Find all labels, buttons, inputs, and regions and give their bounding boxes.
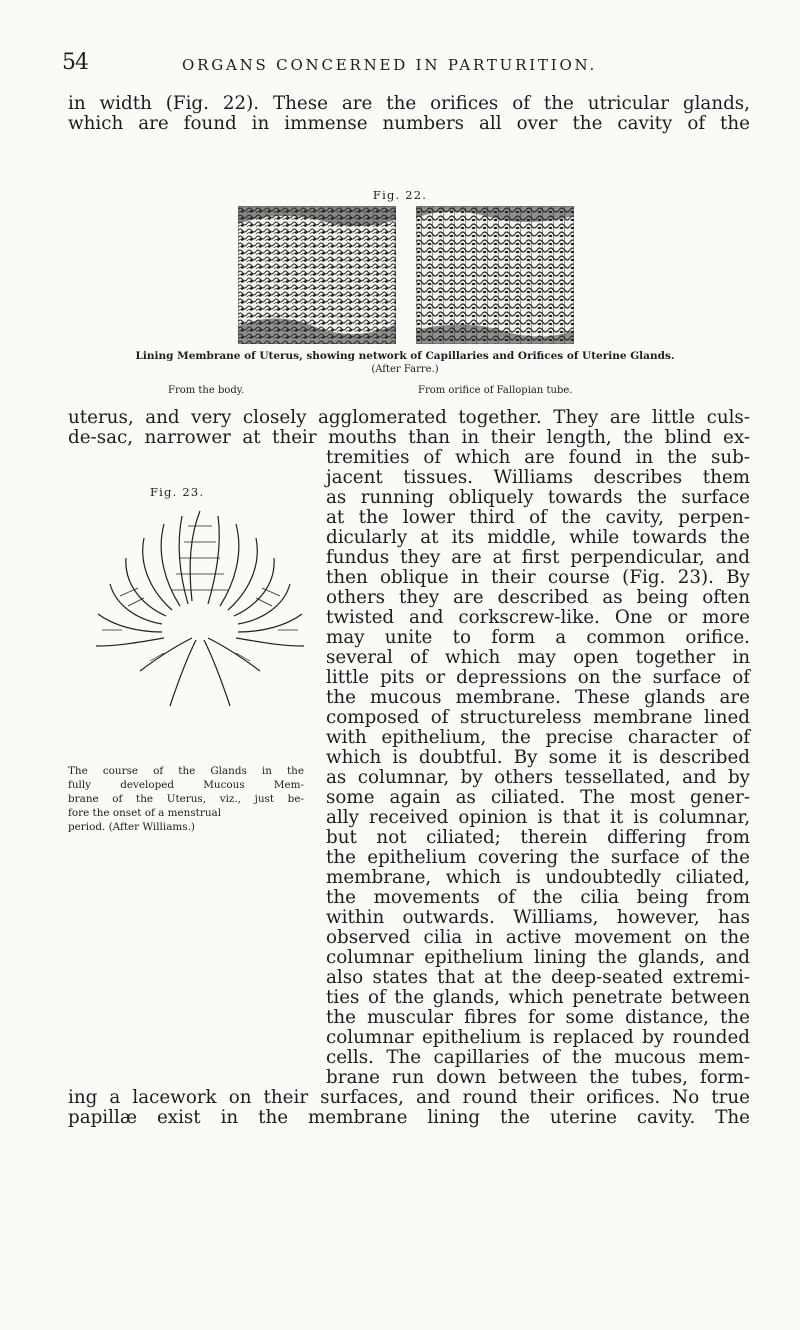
- column-line: composed of structureless membrane lined: [326, 707, 750, 728]
- figure-23-title: Fig. 23.: [150, 485, 205, 499]
- column-line: then oblique in their course (Fig. 23). By: [326, 567, 750, 588]
- column-line: with epithelium, the precise character of: [326, 727, 750, 748]
- column-line: as running obliquely towards the surface: [326, 487, 750, 508]
- figure-22-title: Fig. 22.: [372, 188, 428, 202]
- column-line: the muscular fibres for some distance, the: [326, 1007, 750, 1028]
- figure-23-caption-line: fore the onset of a menstrual: [68, 807, 222, 819]
- body-line: papillæ exist in the membrane lining the uterine cavity. The: [68, 1107, 750, 1128]
- column-line: membrane, which is undoubtedly ciliated,: [326, 867, 750, 888]
- figure-23-caption-line: period. (After Williams.): [68, 821, 195, 833]
- column-line: some again as ciliated. The most gener-: [326, 787, 750, 808]
- column-line: observed cilia in active movement on the: [326, 927, 750, 948]
- column-line: which is doubtful. By some it is described: [326, 747, 750, 768]
- body-line: de-sac, narrower at their mouths than in their length, the blind ex-: [68, 427, 750, 448]
- figure-22-label-right: From orifice of Fallopian tube.: [418, 385, 573, 396]
- figure-22-label-left: From the body.: [168, 385, 245, 396]
- column-line: twisted and corkscrew-like. One or more: [326, 607, 750, 628]
- figure-22-left-engraving: [238, 206, 396, 344]
- column-line: little pits or depressions on the surface of: [326, 667, 750, 688]
- figure-23-caption-line: brane of the Uterus, viz., just be-: [68, 793, 304, 805]
- column-line: also states that at the deep-seated extremi-: [326, 967, 750, 988]
- figure-22-caption: Lining Membrane of Uterus, showing network of Capillaries and Orifices of Uterine Glands.: [135, 350, 675, 362]
- column-line: the mucous membrane. These glands are: [326, 687, 750, 708]
- intro-line: which are found in immense numbers all over the cavity of the: [68, 113, 750, 134]
- column-line: ties of the glands, which penetrate between: [326, 987, 750, 1008]
- column-line: within outwards. Williams, however, has: [326, 907, 750, 928]
- column-line: several of which may open together in: [326, 647, 750, 668]
- column-line: as columnar, by others tessellated, and by: [326, 767, 750, 788]
- column-line: cells. The capillaries of the mucous mem-: [326, 1047, 750, 1068]
- figure-22-right-engraving: [416, 206, 574, 344]
- figure-22-credit: (After Farre.): [371, 364, 439, 375]
- figure-23-caption-line: fully developed Mucous Mem-: [68, 779, 304, 791]
- column-line: ally received opinion is that it is columnar,: [326, 807, 750, 828]
- figure-23-gland-drawing: [80, 506, 320, 721]
- column-line: the epithelium covering the surface of the: [326, 847, 750, 868]
- column-line: columnar epithelium is replaced by rounded: [326, 1027, 750, 1048]
- column-line: jacent tissues. Williams describes them: [326, 467, 750, 488]
- column-line: others they are described as being often: [326, 587, 750, 608]
- column-line: columnar epithelium lining the glands, and: [326, 947, 750, 968]
- column-line: may unite to form a common orifice.: [326, 627, 750, 648]
- page-header: [62, 50, 752, 76]
- intro-line: in width (Fig. 22). These are the orifices of the utricular glands,: [68, 93, 750, 114]
- column-line: but not ciliated; therein differing from: [326, 827, 750, 848]
- figure-23-caption-line: The course of the Glands in the: [68, 765, 304, 777]
- column-line: brane run down between the tubes, form-: [326, 1067, 750, 1088]
- column-line: dicularly at its middle, while towards the: [326, 527, 750, 548]
- column-line: tremities of which are found in the sub-: [326, 447, 750, 468]
- column-line: the movements of the cilia being from: [326, 887, 750, 908]
- column-line: fundus they are at first perpendicular, and: [326, 547, 750, 568]
- page-number: 54: [62, 50, 88, 75]
- column-line: at the lower third of the cavity, perpen-: [326, 507, 750, 528]
- body-line: uterus, and very closely agglomerated together. They are little culs-: [68, 407, 750, 428]
- running-head: ORGANS CONCERNED IN PARTURITION.: [182, 56, 598, 74]
- body-line: ing a lacework on their surfaces, and round their orifices. No true: [68, 1087, 750, 1108]
